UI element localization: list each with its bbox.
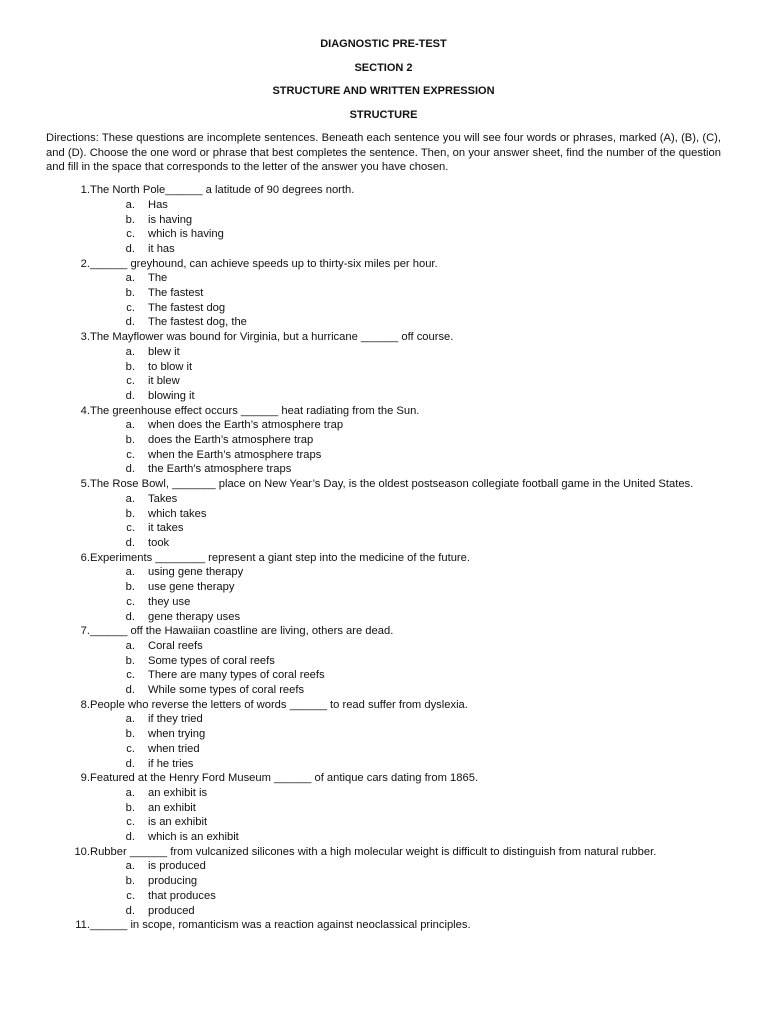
option-letter-cell bbox=[46, 610, 135, 625]
answer-option bbox=[46, 242, 721, 257]
answer-option bbox=[46, 610, 721, 625]
option-letter: b. bbox=[125, 287, 135, 300]
section-title: STRUCTURE AND WRITTEN EXPRESSION bbox=[272, 85, 495, 97]
option-letter-cell bbox=[46, 462, 135, 477]
answer-option bbox=[46, 786, 721, 801]
option-letter: a. bbox=[125, 419, 135, 432]
option-letter-cell bbox=[46, 492, 135, 507]
question-item bbox=[46, 330, 721, 404]
answer-option bbox=[46, 492, 721, 507]
answer-option bbox=[46, 433, 721, 448]
option-text: The fastest dog, the bbox=[148, 316, 247, 329]
option-letter: a. bbox=[125, 713, 135, 726]
answer-option bbox=[46, 683, 721, 698]
question-row bbox=[46, 477, 721, 492]
question-text: ______ off the Hawaiian coastline are living, others are dead. bbox=[90, 625, 394, 638]
answer-option bbox=[46, 271, 721, 286]
option-letter: a. bbox=[125, 786, 135, 799]
question-item bbox=[46, 771, 721, 845]
option-text: it has bbox=[148, 242, 175, 255]
option-text: which is having bbox=[148, 228, 224, 241]
answer-option bbox=[46, 830, 721, 845]
subsection-title: STRUCTURE bbox=[349, 108, 418, 121]
answer-option bbox=[46, 639, 721, 654]
option-letter: b. bbox=[125, 728, 135, 741]
option-text: to blow it bbox=[148, 360, 193, 373]
option-letter: d. bbox=[125, 757, 135, 770]
answer-option bbox=[46, 815, 721, 830]
option-text: Takes bbox=[148, 492, 178, 505]
question-number: 11. bbox=[75, 919, 90, 932]
option-letter-cell bbox=[46, 374, 135, 389]
answer-option bbox=[46, 389, 721, 404]
option-letter: c. bbox=[126, 522, 135, 535]
option-letter-cell bbox=[46, 904, 135, 919]
option-text: The fastest bbox=[148, 287, 204, 300]
answer-option bbox=[46, 565, 721, 580]
option-letter-cell bbox=[46, 595, 135, 610]
option-letter: a. bbox=[125, 639, 135, 652]
option-letter: b. bbox=[125, 801, 135, 814]
question-number-cell bbox=[46, 771, 90, 786]
option-letter: a. bbox=[125, 566, 135, 579]
option-text: There are many types of coral reefs bbox=[148, 669, 325, 682]
option-letter-cell bbox=[46, 448, 135, 463]
option-letter-cell bbox=[46, 742, 135, 757]
answer-option bbox=[46, 374, 721, 389]
answer-option bbox=[46, 360, 721, 375]
option-letter: d. bbox=[125, 463, 135, 476]
option-list bbox=[46, 418, 721, 477]
question-number-cell bbox=[46, 183, 90, 198]
option-letter-cell bbox=[46, 654, 135, 669]
answer-option bbox=[46, 859, 721, 874]
option-text: if he tries bbox=[148, 757, 194, 770]
option-letter-cell bbox=[46, 433, 135, 448]
question-number: 1. bbox=[80, 184, 90, 197]
option-letter: b. bbox=[125, 875, 135, 888]
option-letter: c. bbox=[126, 595, 135, 608]
option-text: The fastest dog bbox=[148, 301, 226, 314]
option-text: they use bbox=[148, 595, 191, 608]
option-letter-cell bbox=[46, 213, 135, 228]
question-number-cell bbox=[46, 330, 90, 345]
answer-option bbox=[46, 889, 721, 904]
answer-option bbox=[46, 345, 721, 360]
option-letter-cell bbox=[46, 683, 135, 698]
option-letter-cell bbox=[46, 874, 135, 889]
option-letter: a. bbox=[125, 272, 135, 285]
option-list bbox=[46, 492, 721, 551]
option-letter: c. bbox=[126, 816, 135, 829]
option-letter: d. bbox=[125, 831, 135, 844]
question-number-cell bbox=[46, 845, 90, 860]
answer-option bbox=[46, 521, 721, 536]
option-letter-cell bbox=[46, 859, 135, 874]
question-text: The Mayflower was bound for Virginia, but a hurricane ______ off course. bbox=[90, 331, 454, 344]
answer-option bbox=[46, 198, 721, 213]
answer-option bbox=[46, 213, 721, 228]
option-letter: b. bbox=[125, 654, 135, 667]
question-text: The Rose Bowl, _______ place on New Year’s Day, is the oldest postseason collegiate football game in the United States. bbox=[90, 478, 694, 491]
question-text: Featured at the Henry Ford Museum ______ of antique cars dating from 1865. bbox=[90, 772, 479, 785]
question-number: 9. bbox=[80, 772, 90, 785]
option-list bbox=[46, 345, 721, 404]
option-text: is having bbox=[148, 213, 193, 226]
option-letter-cell bbox=[46, 271, 135, 286]
question-row bbox=[46, 624, 721, 639]
option-letter-cell bbox=[46, 389, 135, 404]
option-text: Some types of coral reefs bbox=[148, 654, 275, 667]
option-text: use gene therapy bbox=[148, 581, 235, 594]
option-list bbox=[46, 786, 721, 845]
option-letter: a. bbox=[125, 198, 135, 211]
option-letter-cell bbox=[46, 227, 135, 242]
question-row bbox=[46, 918, 721, 933]
option-text: which takes bbox=[148, 507, 207, 520]
doc-title: DIAGNOSTIC PRE-TEST bbox=[320, 38, 447, 50]
option-letter: d. bbox=[125, 242, 135, 255]
option-letter-cell bbox=[46, 198, 135, 213]
option-letter: d. bbox=[125, 610, 135, 623]
option-letter: b. bbox=[125, 507, 135, 520]
question-item bbox=[46, 624, 721, 698]
answer-option bbox=[46, 595, 721, 610]
option-letter-cell bbox=[46, 345, 135, 360]
option-letter: c. bbox=[126, 669, 135, 682]
option-letter: c. bbox=[126, 301, 135, 314]
option-letter-cell bbox=[46, 418, 135, 433]
option-letter-cell bbox=[46, 639, 135, 654]
answer-option bbox=[46, 904, 721, 919]
answer-option bbox=[46, 507, 721, 522]
question-number: 4. bbox=[80, 404, 90, 417]
question-number-cell bbox=[46, 404, 90, 419]
question-item bbox=[46, 845, 721, 919]
option-text: The bbox=[148, 272, 168, 285]
option-letter-cell bbox=[46, 242, 135, 257]
answer-option bbox=[46, 286, 721, 301]
answer-option bbox=[46, 315, 721, 330]
option-list bbox=[46, 712, 721, 771]
option-text: it blew bbox=[148, 375, 180, 388]
answer-option bbox=[46, 668, 721, 683]
option-list bbox=[46, 565, 721, 624]
option-letter-cell bbox=[46, 815, 135, 830]
question-row bbox=[46, 698, 721, 713]
option-text: the Earth's atmosphere traps bbox=[148, 463, 292, 476]
question-item bbox=[46, 477, 721, 551]
question-number-cell bbox=[46, 551, 90, 566]
question-text: The greenhouse effect occurs ______ heat radiating from the Sun. bbox=[90, 404, 420, 417]
option-letter-cell bbox=[46, 286, 135, 301]
question-row bbox=[46, 771, 721, 786]
option-list bbox=[46, 859, 721, 918]
option-text: that produces bbox=[148, 889, 216, 902]
option-text: an exhibit bbox=[148, 801, 196, 814]
option-text: is produced bbox=[148, 860, 206, 873]
answer-option bbox=[46, 227, 721, 242]
option-letter: a. bbox=[125, 345, 135, 358]
question-row bbox=[46, 845, 721, 860]
question-number-cell bbox=[46, 477, 90, 492]
option-letter: c. bbox=[126, 375, 135, 388]
option-letter: b. bbox=[125, 581, 135, 594]
answer-option bbox=[46, 301, 721, 316]
question-text: ______ greyhound, can achieve speeds up to thirty-six miles per hour. bbox=[90, 257, 438, 270]
option-letter: b. bbox=[125, 434, 135, 447]
question-row bbox=[46, 551, 721, 566]
section-number: SECTION 2 bbox=[354, 61, 413, 74]
question-number-cell bbox=[46, 698, 90, 713]
option-list bbox=[46, 639, 721, 698]
option-letter-cell bbox=[46, 889, 135, 904]
question-text: The North Pole______ a latitude of 90 degrees north. bbox=[90, 184, 355, 197]
answer-option bbox=[46, 727, 721, 742]
option-letter-cell bbox=[46, 507, 135, 522]
directions-text: Directions: These questions are incomplete sentences. Beneath each sentence you will see four words or phrases, marked (A), (B), (C), and (D). Choose the one word or phrase that best completes the sentence. Then, on your answer sheet, find the number of the question and fill in the space that corresponds to the letter of the answer you have chosen. bbox=[46, 132, 721, 174]
question-number-cell bbox=[46, 257, 90, 272]
option-text: blew it bbox=[148, 345, 180, 358]
option-text: using gene therapy bbox=[148, 566, 244, 579]
option-text: blowing it bbox=[148, 389, 195, 402]
question-text: Rubber ______ from vulcanized silicones with a high molecular weight is difficult to distinguish from natural rubber. bbox=[90, 845, 657, 858]
answer-option bbox=[46, 874, 721, 889]
option-letter-cell bbox=[46, 360, 135, 375]
option-letter-cell bbox=[46, 565, 135, 580]
option-text: took bbox=[148, 536, 170, 549]
option-text: does the Earth’s atmosphere trap bbox=[148, 434, 314, 447]
option-text: when tried bbox=[148, 742, 200, 755]
question-item bbox=[46, 918, 721, 933]
question-number-cell bbox=[46, 918, 90, 933]
option-letter-cell bbox=[46, 727, 135, 742]
answer-option bbox=[46, 654, 721, 669]
question-item bbox=[46, 257, 721, 331]
option-letter-cell bbox=[46, 521, 135, 536]
answer-option bbox=[46, 418, 721, 433]
option-letter: d. bbox=[125, 684, 135, 697]
option-text: when does the Earth’s atmosphere trap bbox=[148, 419, 344, 432]
option-letter-cell bbox=[46, 801, 135, 816]
option-letter: d. bbox=[125, 389, 135, 402]
question-text: Experiments ________ represent a giant step into the medicine of the future. bbox=[90, 551, 470, 564]
option-letter: d. bbox=[125, 316, 135, 329]
option-letter-cell bbox=[46, 580, 135, 595]
question-list bbox=[46, 183, 721, 933]
option-letter: b. bbox=[125, 360, 135, 373]
option-letter-cell bbox=[46, 830, 135, 845]
option-letter: d. bbox=[125, 536, 135, 549]
question-number: 6. bbox=[80, 551, 90, 564]
answer-option bbox=[46, 712, 721, 727]
option-text: if they tried bbox=[148, 713, 203, 726]
option-letter: a. bbox=[125, 860, 135, 873]
option-letter: c. bbox=[126, 448, 135, 461]
question-text: People who reverse the letters of words ______ to read suffer from dyslexia. bbox=[90, 698, 468, 711]
option-letter: d. bbox=[125, 904, 135, 917]
option-letter: b. bbox=[125, 213, 135, 226]
option-letter-cell bbox=[46, 712, 135, 727]
option-text: which is an exhibit bbox=[148, 831, 239, 844]
option-text: is an exhibit bbox=[148, 816, 208, 829]
option-list bbox=[46, 271, 721, 330]
option-text: While some types of coral reefs bbox=[148, 684, 305, 697]
option-text: an exhibit is bbox=[148, 786, 208, 799]
option-text: when the Earth’s atmosphere traps bbox=[148, 448, 322, 461]
option-letter: c. bbox=[126, 889, 135, 902]
question-number: 2. bbox=[80, 257, 90, 270]
answer-option bbox=[46, 801, 721, 816]
option-list bbox=[46, 198, 721, 257]
option-text: when trying bbox=[148, 728, 206, 741]
question-number: 8. bbox=[80, 698, 90, 711]
question-item bbox=[46, 551, 721, 625]
question-row bbox=[46, 183, 721, 198]
question-item bbox=[46, 404, 721, 478]
option-text: gene therapy uses bbox=[148, 610, 241, 623]
question-text: ______ in scope, romanticism was a reaction against neoclassical principles. bbox=[90, 919, 471, 932]
answer-option bbox=[46, 757, 721, 772]
question-row bbox=[46, 330, 721, 345]
option-letter-cell bbox=[46, 536, 135, 551]
question-number-cell bbox=[46, 624, 90, 639]
question-number: 7. bbox=[80, 625, 90, 638]
question-row bbox=[46, 257, 721, 272]
option-letter-cell bbox=[46, 786, 135, 801]
option-text: Has bbox=[148, 198, 168, 211]
option-text: Coral reefs bbox=[148, 639, 203, 652]
option-text: produced bbox=[148, 904, 195, 917]
question-number: 5. bbox=[80, 478, 90, 491]
option-text: producing bbox=[148, 875, 198, 888]
option-letter-cell bbox=[46, 668, 135, 683]
question-row bbox=[46, 404, 721, 419]
question-item bbox=[46, 698, 721, 772]
option-letter-cell bbox=[46, 757, 135, 772]
answer-option bbox=[46, 448, 721, 463]
answer-option bbox=[46, 462, 721, 477]
option-text: it takes bbox=[148, 522, 184, 535]
option-letter: c. bbox=[126, 228, 135, 241]
option-letter-cell bbox=[46, 301, 135, 316]
question-number: 10. bbox=[74, 845, 90, 858]
question-number: 3. bbox=[80, 331, 90, 344]
option-letter: c. bbox=[126, 742, 135, 755]
option-letter-cell bbox=[46, 315, 135, 330]
answer-option bbox=[46, 536, 721, 551]
answer-option bbox=[46, 580, 721, 595]
answer-option bbox=[46, 742, 721, 757]
question-item bbox=[46, 183, 721, 257]
option-letter: a. bbox=[125, 492, 135, 505]
